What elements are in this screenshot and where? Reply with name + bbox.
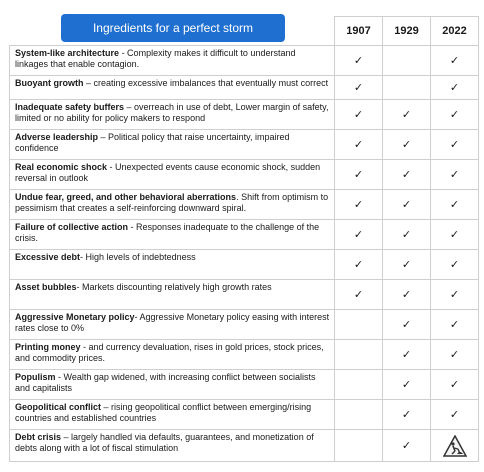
table-row: [10, 46, 479, 76]
ingredient-name: Geopolitical conflict: [15, 402, 102, 412]
empty-cell: [335, 340, 383, 370]
ingredient-description: [10, 280, 335, 310]
ingredient-detail: - Wealth gap widened, with increasing conflict between socialists and capitalists: [15, 372, 316, 393]
ingredient-name: Real economic shock: [15, 162, 108, 172]
check-mark-icon: ✓: [431, 46, 479, 76]
check-mark-icon: ✓: [335, 46, 383, 76]
ingredient-detail: - Complexity makes it difficult to understand linkages that enable contagion.: [15, 48, 296, 69]
ingredient-name: Populism: [15, 372, 56, 382]
check-mark-icon: ✓: [383, 280, 431, 310]
check-mark-icon: ✓: [383, 310, 431, 340]
ingredient-name: Failure of collective action: [15, 222, 129, 232]
table-row: [10, 100, 479, 130]
check-mark-icon: ✓: [431, 340, 479, 370]
table-row: [10, 340, 479, 370]
year-header: 1907: [335, 17, 383, 46]
ingredient-description: [10, 310, 335, 340]
ingredient-detail: – largely handled via defaults, guarantees, and monetization of debts along with a lot of fiscal stimulation: [15, 432, 314, 453]
ingredient-detail: – overreach in use of debt, Lower margin of safety, limited or no ability for policy makers to respond: [15, 102, 329, 123]
ingredient-description: [10, 160, 335, 190]
table-row: [10, 370, 479, 400]
title-banner: [61, 14, 285, 42]
check-mark-icon: ✓: [383, 220, 431, 250]
check-mark-icon: ✓: [431, 370, 479, 400]
ingredient-detail: - Unexpected events cause economic shock, sudden reversal in outlook: [15, 162, 321, 183]
check-mark-icon: ✓: [431, 400, 479, 430]
table-row: [10, 400, 479, 430]
ingredient-name: Printing money: [15, 342, 81, 352]
check-mark-icon: ✓: [383, 190, 431, 220]
ingredient-description: [10, 100, 335, 130]
check-mark-icon: ✓: [383, 130, 431, 160]
ingredient-detail: – Political policy that raise uncertainty, impaired confidence: [15, 132, 290, 153]
table-row: [10, 250, 479, 280]
ingredient-detail: - and currency devaluation, rises in gold prices, stock prices, and commodity prices.: [15, 342, 324, 363]
table-row: [10, 220, 479, 250]
check-mark-icon: ✓: [335, 220, 383, 250]
ingredient-name: Aggressive Monetary policy: [15, 312, 135, 322]
ingredients-table: [9, 16, 479, 462]
year-header: 1929: [383, 17, 431, 46]
check-mark-icon: ✓: [431, 280, 479, 310]
check-mark-icon: ✓: [335, 130, 383, 160]
ingredient-description: [10, 400, 335, 430]
ingredient-name: Adverse leadership: [15, 132, 99, 142]
check-mark-icon: ✓: [335, 76, 383, 100]
check-mark-icon: ✓: [431, 100, 479, 130]
table-row: [10, 310, 479, 340]
ingredient-description: [10, 430, 335, 462]
empty-cell: [335, 400, 383, 430]
check-mark-icon: ✓: [431, 130, 479, 160]
empty-cell: [383, 46, 431, 76]
empty-cell: [383, 76, 431, 100]
empty-cell: [335, 370, 383, 400]
table-row: [10, 130, 479, 160]
ingredient-name: Inadequate safety buffers: [15, 102, 125, 112]
ingredient-description: [10, 190, 335, 220]
check-mark-icon: ✓: [335, 280, 383, 310]
table-row: [10, 160, 479, 190]
ingredient-name: Asset bubbles: [15, 282, 77, 292]
ingredient-name: Excessive debt: [15, 252, 81, 262]
check-mark-icon: ✓: [431, 310, 479, 340]
table-row: [10, 76, 479, 100]
ingredient-description: [10, 340, 335, 370]
check-mark-icon: ✓: [335, 100, 383, 130]
check-mark-icon: ✓: [431, 190, 479, 220]
ingredient-description: [10, 76, 335, 100]
ingredient-description: [10, 250, 335, 280]
ingredient-detail: - Responses inadequate to the challenge of the crisis.: [15, 222, 320, 243]
ingredient-detail: - Aggressive Monetary policy easing with interest rates close to 0%: [15, 312, 330, 333]
check-mark-icon: ✓: [335, 160, 383, 190]
ingredient-detail: . Shift from optimism to pessimism that creates a self-reinforcing downward spiral.: [15, 192, 329, 213]
check-mark-icon: ✓: [383, 100, 431, 130]
empty-cell: [335, 430, 383, 462]
table-row: [10, 430, 479, 462]
ingredient-detail: - High levels of indebtedness: [80, 252, 196, 262]
check-mark-icon: ✓: [383, 370, 431, 400]
ingredient-detail: - Markets discounting relatively high growth rates: [76, 282, 272, 292]
ingredient-description: [10, 370, 335, 400]
check-mark-icon: ✓: [383, 400, 431, 430]
check-mark-icon: ✓: [335, 250, 383, 280]
check-mark-icon: ✓: [431, 220, 479, 250]
ingredient-description: [10, 46, 335, 76]
check-mark-icon: ✓: [383, 160, 431, 190]
title-text: Ingredients for a perfect storm: [92, 21, 254, 35]
check-mark-icon: ✓: [431, 160, 479, 190]
ingredient-name: Debt crisis: [15, 432, 62, 442]
ingredient-name: System-like architecture: [15, 48, 120, 58]
ingredient-detail: – rising geopolitical conflict between emerging/rising countries and established countries: [15, 402, 312, 423]
check-mark-icon: ✓: [383, 340, 431, 370]
empty-cell: [335, 310, 383, 340]
ingredient-name: Buoyant growth: [15, 78, 84, 88]
check-mark-icon: ✓: [383, 430, 431, 462]
check-mark-icon: ✓: [383, 250, 431, 280]
year-header: 2022: [431, 17, 479, 46]
under-construction-icon: [431, 430, 479, 462]
ingredient-detail: – creating excessive imbalances that eventually must correct: [83, 78, 329, 88]
table-row: [10, 190, 479, 220]
ingredient-name: Undue fear, greed, and other behavioral aberrations: [15, 192, 237, 202]
ingredient-description: [10, 220, 335, 250]
check-mark-icon: ✓: [335, 190, 383, 220]
check-mark-icon: ✓: [431, 76, 479, 100]
check-mark-icon: ✓: [431, 250, 479, 280]
ingredient-description: [10, 130, 335, 160]
table-row: [10, 280, 479, 310]
